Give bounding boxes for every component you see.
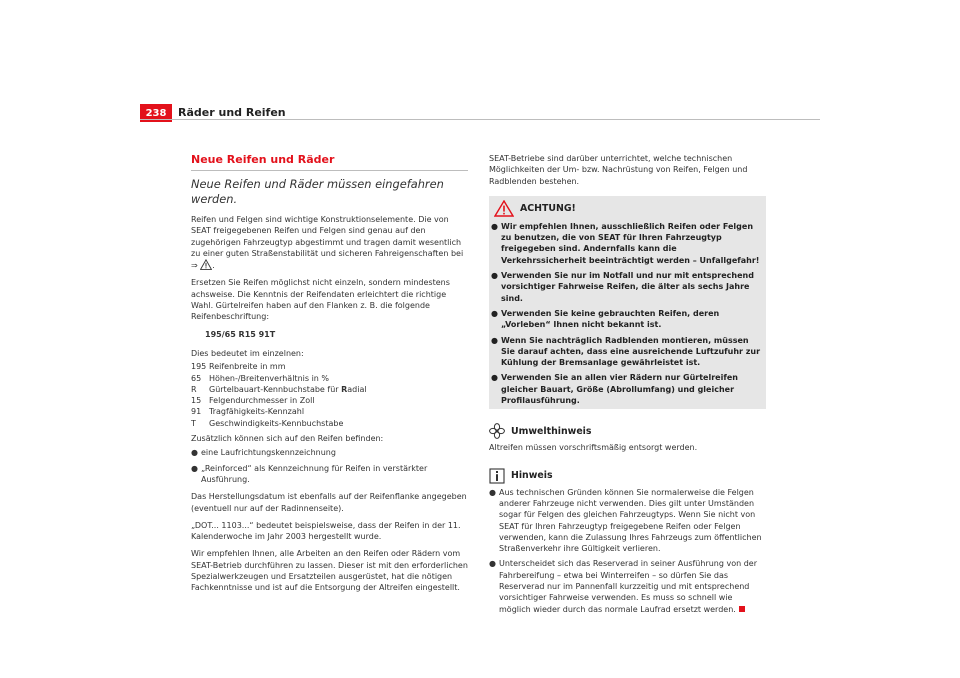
note-item: ● Unterscheidet sich das Reserverad in seiner Ausführung von der Fahrbereifung – etwa bei Winterreifen – so dürfen Sie das Reserverad nur im Pannenfall kurzzeitig und mit entsprechend vorsichtiger Fahrweise verwenden. Es muss so schnell wie möglich wieder durch das normale Laufrad ersetzt werden. xyxy=(489,559,758,614)
environment-title: Umwelthinweis xyxy=(511,425,592,437)
definition-row: 65 Höhen-/Breitenverhältnis in % xyxy=(191,373,330,383)
definition-list xyxy=(191,361,468,429)
bullet-icon: ● xyxy=(491,373,498,383)
bullet-icon: ● xyxy=(491,221,498,231)
warning-triangle-icon xyxy=(200,259,212,270)
bullet-icon: ● xyxy=(191,448,198,458)
bullet-icon: ● xyxy=(191,463,198,473)
bullet-icon: ● xyxy=(489,559,496,569)
warning-item: ● Verwenden Sie keine gebrauchten Reifen, deren „Vorleben“ Ihnen nicht bekannt ist. xyxy=(491,308,720,330)
note-title: Hinweis xyxy=(511,469,553,481)
info-note-icon xyxy=(489,468,505,484)
environment-header xyxy=(489,423,766,439)
section-subtitle: Neue Reifen und Räder müssen eingefahren werden. xyxy=(191,177,444,206)
end-square-icon xyxy=(739,606,745,612)
header-divider xyxy=(140,119,820,120)
bullet-icon: ● xyxy=(491,271,498,281)
list-item: ● eine Laufrichtungskennzeichnung xyxy=(191,448,336,458)
note-item: ● Aus technischen Gründen können Sie normalerweise die Felgen anderer Fahrzeuge nicht verwenden. Dies gilt unter Umständen sogar für Felgen des gleichen Fahrzeugtyps. Wenn Sie nicht von SEAT für Ihren Fahrzeugtyp freigegebene Reifen oder Felgen verwenden, kann die Zulassung Ihres Fahrzeugs zum öffentlichen Straßenverkehr ihre Gültigkeit verlieren. xyxy=(489,487,762,554)
paragraph: Zusätzlich können sich auf den Reifen befinden: xyxy=(191,434,384,444)
tyre-code: 195/65 R15 91T xyxy=(205,329,276,339)
definition-row: T Geschwindigkeits-Kennbuchstabe xyxy=(191,418,344,428)
warning-title: ACHTUNG! xyxy=(520,202,576,214)
paragraph: Das Herstellungsdatum ist ebenfalls auf der Reifenflanke angegeben (eventuell nur auf der Radinnenseite). xyxy=(191,492,467,513)
warning-item: ● Wir empfehlen Ihnen, ausschließlich Reifen oder Felgen zu benutzen, die von SEAT für Ihren Fahrzeugtyp freigegeben sind. Andernfalls kann die Verkehrssicherheit beeinträchtigt werden – Unfallgefahr! xyxy=(491,221,760,265)
flower-icon xyxy=(489,423,505,439)
note-header xyxy=(489,468,766,484)
left-column xyxy=(191,153,468,600)
bullet-icon: ● xyxy=(491,308,498,318)
definition-row: 195 Reifenbreite in mm xyxy=(191,362,286,372)
warning-triangle-icon xyxy=(494,200,514,217)
definition-row: 91 Tragfähigkeits-Kennzahl xyxy=(191,407,305,417)
paragraph: Reifen und Felgen sind wichtige Konstruktionselemente. Die von SEAT freigegebenen Reifen und Felgen sind genau auf den zugehörigen Fahrzeugtyp abgestimmt und tragen damit wesentlich zu einer guten Straßenstabilität und sicheren Fahreigenschaften bei ⇒ . xyxy=(191,215,464,271)
warning-item: ● Verwenden Sie nur im Notfall und nur mit entsprechend vorsichtiger Fahrweise Reifen, die älter als sechs Jahre sind. xyxy=(491,271,754,303)
section-title: Neue Reifen und Räder xyxy=(191,153,335,166)
bullet-icon: ● xyxy=(491,335,498,345)
warning-box xyxy=(489,196,766,409)
paragraph: Ersetzen Sie Reifen möglichst nicht einzeln, sondern mindestens achsweise. Die Kenntnis der Reifendaten erleichtert die richtige Wahl. Gürtelreifen haben auf den Flanken z. B. die folgende Reifenbeschriftung: xyxy=(191,278,450,322)
arrow-right-icon: ⇒ xyxy=(191,261,198,271)
paragraph: SEAT-Betriebe sind darüber unterrichtet, welche technischen Möglichkeiten der Um- bzw. Nachrüstung von Reifen, Felgen und Radblenden bestehen. xyxy=(489,154,748,186)
warning-header xyxy=(491,200,762,217)
paragraph: Wir empfehlen Ihnen, alle Arbeiten an den Reifen oder Rädern vom SEAT-Betrieb durchführen zu lassen. Dieser ist mit den erforderlichen Spezialwerkzeugen und Ersatzteilen ausgerüstet, hat die nötigen Fachkenntnisse und ist auf die Entsorgung der Altreifen eingestellt. xyxy=(191,549,468,593)
list-item: ● „Reinforced“ als Kennzeichnung für Reifen in verstärkter Ausführung. xyxy=(191,463,428,484)
definition-row: R Gürtelbauart-Kennbuchstabe für Radial xyxy=(191,384,367,394)
warning-item: ● Wenn Sie nachträglich Radblenden montieren, müssen Sie darauf achten, dass eine ausreichende Luftzufuhr zur Kühlung der Bremsanlage gewährleistet ist. xyxy=(491,335,761,368)
right-column xyxy=(489,153,766,619)
section-divider xyxy=(191,170,468,171)
paragraph: Dies bedeutet im einzelnen: xyxy=(191,348,304,358)
bullet-icon: ● xyxy=(489,487,496,497)
chapter-title: Räder und Reifen xyxy=(178,106,286,119)
page-number: 238 xyxy=(140,104,172,122)
paragraph: Altreifen müssen vorschriftsmäßig entsorgt werden. xyxy=(489,443,698,453)
paragraph: „DOT... 1103...“ bedeutet beispielsweise, dass der Reifen in der 11. Kalenderwoche im Jahr 2003 hergestellt wurde. xyxy=(191,520,461,542)
definition-row: 15 Felgendurchmesser in Zoll xyxy=(191,396,315,406)
warning-item: ● Verwenden Sie an allen vier Rädern nur Gürtelreifen gleicher Bauart, Größe (Abrollumfang) und gleicher Profilausführung. xyxy=(491,373,738,406)
